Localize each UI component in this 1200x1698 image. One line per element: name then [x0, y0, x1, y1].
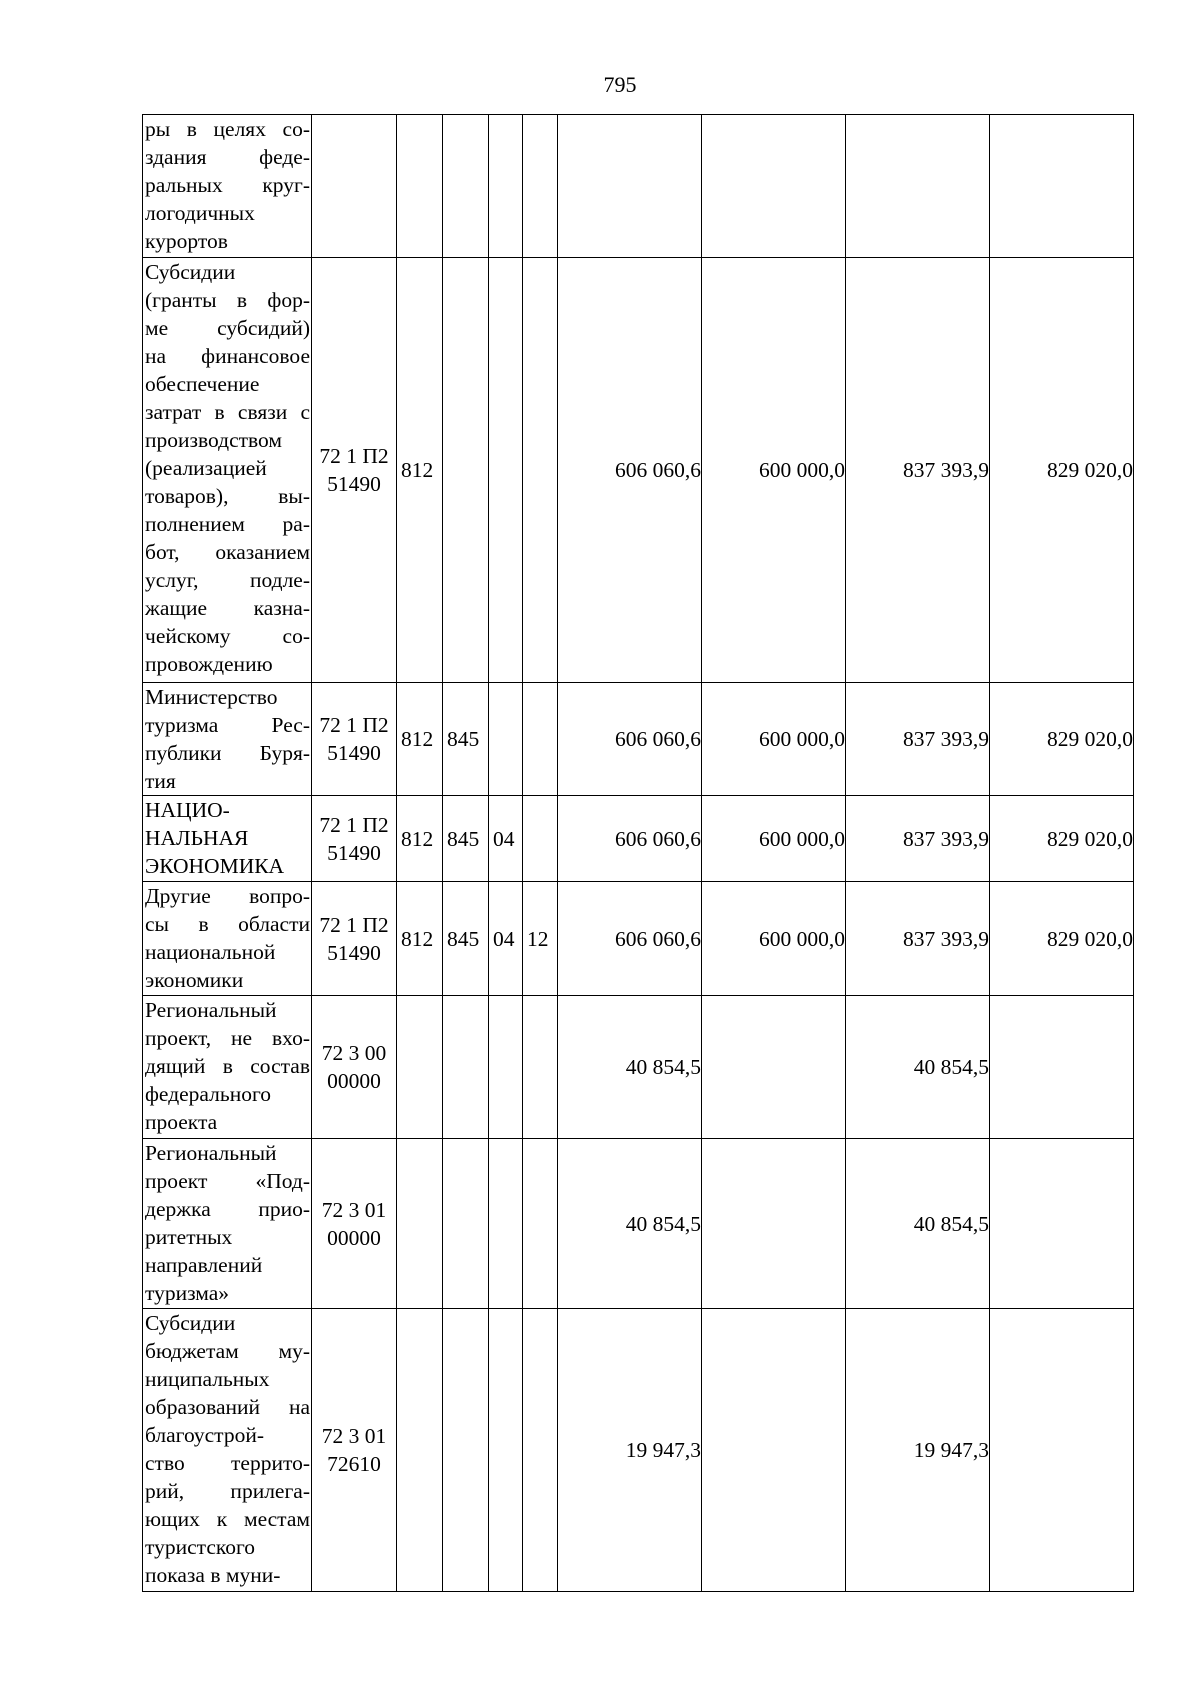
amount-cell-1: 19 947,3: [558, 1309, 702, 1592]
amount-cell-2: [702, 996, 846, 1139]
grbs-cell: 812: [397, 258, 443, 683]
grbs-cell: [397, 1309, 443, 1592]
row-name-line: услуг, подле-: [145, 568, 310, 592]
row-name-line: показа в муни-: [145, 1563, 281, 1587]
section-cell: [443, 115, 489, 258]
row-name-line: проекта: [145, 1110, 218, 1134]
subsection-cell: [489, 683, 523, 796]
amount-cell-3: [846, 115, 990, 258]
row-name-line: дящий в состав: [145, 1054, 310, 1078]
row-name-line: чейскому со-: [145, 624, 310, 648]
row-name-line: Министерство: [145, 685, 278, 709]
amount-cell-4: 829 020,0: [990, 882, 1134, 996]
target-article-line: 72 3 01: [321, 1197, 387, 1222]
row-name-line: образований на: [145, 1395, 310, 1419]
row-name-line: на финансовое: [145, 344, 310, 368]
amount-cell-4: [990, 115, 1134, 258]
row-name-line: туризма Рес-: [145, 713, 310, 737]
row-name-line: ме субсидий): [145, 316, 310, 340]
row-name-cell: [143, 996, 312, 1139]
target-article-line: 72 1 П2: [319, 912, 389, 937]
row-name-line: туризма»: [145, 1281, 230, 1305]
row-name-line: здания феде-: [145, 145, 310, 169]
expense-type-cell: [523, 683, 558, 796]
target-article-line: 51490: [327, 940, 381, 965]
row-name-line: товаров), вы-: [145, 484, 310, 508]
target-article-cell: [312, 115, 397, 258]
amount-cell-3: 837 393,9: [846, 796, 990, 882]
section-cell: 845: [443, 796, 489, 882]
section-cell: [443, 1309, 489, 1592]
grbs-cell: 812: [397, 683, 443, 796]
amount-cell-2: [702, 1139, 846, 1309]
row-name-line: ральных круг-: [145, 173, 310, 197]
row-name-line: проект, не вхо-: [145, 1026, 310, 1050]
row-name-line: тия: [145, 769, 176, 793]
row-name-line: курортов: [145, 229, 228, 253]
expense-type-cell: [523, 258, 558, 683]
row-name-line: жащие казна-: [145, 596, 310, 620]
section-cell: [443, 1139, 489, 1309]
grbs-cell: [397, 996, 443, 1139]
row-name-line: ритетных: [145, 1225, 233, 1249]
row-name-line: затрат в связи с: [145, 400, 310, 424]
row-name-line: логодичных: [145, 201, 255, 225]
row-name-line: НАЛЬНАЯ: [145, 826, 249, 850]
target-article-line: 51490: [327, 840, 381, 865]
table-row: [143, 115, 1134, 258]
amount-cell-4: 829 020,0: [990, 683, 1134, 796]
expense-type-cell: [523, 796, 558, 882]
row-name-line: Субсидии: [145, 260, 236, 284]
row-name-line: бот, оказанием: [145, 540, 310, 564]
row-name-line: публики Буря-: [145, 741, 310, 765]
subsection-cell: [489, 1309, 523, 1592]
row-name-cell: [143, 683, 312, 796]
grbs-cell: [397, 1139, 443, 1309]
table-body: [143, 115, 1134, 1592]
row-name-line: производством: [145, 428, 282, 452]
row-name-line: федерального: [145, 1082, 271, 1106]
amount-cell-3: 837 393,9: [846, 683, 990, 796]
budget-table: [142, 114, 1134, 1592]
row-name-line: сы в области: [145, 912, 310, 936]
page-number: 795: [603, 72, 637, 97]
target-article-line: 72610: [327, 1452, 381, 1476]
grbs-cell: 812: [397, 796, 443, 882]
subsection-cell: 04: [489, 796, 523, 882]
row-name-line: экономики: [145, 968, 244, 992]
target-article-line: 72 3 01: [321, 1424, 387, 1448]
target-article-line: 72 1 П2: [319, 713, 389, 737]
amount-cell-2: [702, 1309, 846, 1592]
target-article-cell: [312, 1309, 397, 1592]
table-row: [143, 683, 1134, 796]
row-name-cell: [143, 115, 312, 258]
subsection-cell: [489, 115, 523, 258]
grbs-cell: [397, 115, 443, 258]
amount-cell-1: [558, 115, 702, 258]
table-row: [143, 996, 1134, 1139]
expense-type-cell: [523, 996, 558, 1139]
target-article-cell: [312, 882, 397, 996]
amount-cell-3: 40 854,5: [846, 996, 990, 1139]
amount-cell-4: [990, 1139, 1134, 1309]
amount-cell-3: 40 854,5: [846, 1139, 990, 1309]
row-name-line: проект «Под-: [145, 1169, 310, 1193]
row-name-line: (реализацией: [145, 456, 267, 480]
target-article-line: 51490: [327, 741, 381, 765]
row-name-cell: [143, 258, 312, 683]
row-name-cell: [143, 1309, 312, 1592]
row-name-line: держка прио-: [145, 1197, 310, 1221]
target-article-line: 51490: [327, 472, 381, 496]
section-cell: 845: [443, 683, 489, 796]
amount-cell-2: [702, 115, 846, 258]
expense-type-cell: [523, 1139, 558, 1309]
section-cell: 845: [443, 882, 489, 996]
amount-cell-2: 600 000,0: [702, 882, 846, 996]
target-article-line: 72 1 П2: [319, 444, 389, 468]
target-article-line: 72 1 П2: [319, 812, 389, 837]
row-name-line: бюджетам му-: [145, 1339, 310, 1363]
row-name-line: ры в целях со-: [145, 117, 310, 141]
row-name-line: (гранты в фор-: [145, 288, 310, 312]
table-row: [143, 882, 1134, 996]
amount-cell-3: 19 947,3: [846, 1309, 990, 1592]
target-article-line: 00000: [327, 1225, 381, 1250]
table-row: [143, 1309, 1134, 1592]
subsection-cell: [489, 1139, 523, 1309]
expense-type-cell: [523, 1309, 558, 1592]
amount-cell-1: 606 060,6: [558, 796, 702, 882]
amount-cell-1: 40 854,5: [558, 1139, 702, 1309]
amount-cell-1: 40 854,5: [558, 996, 702, 1139]
row-name-line: Другие вопро-: [145, 884, 310, 908]
row-name-line: НАЦИО-: [145, 798, 230, 822]
amount-cell-4: 829 020,0: [990, 796, 1134, 882]
target-article-cell: [312, 996, 397, 1139]
target-article-cell: [312, 258, 397, 683]
row-name-line: рий, прилега-: [145, 1479, 310, 1503]
subsection-cell: 04: [489, 882, 523, 996]
row-name-cell: [143, 882, 312, 996]
row-name-line: туристского: [145, 1535, 255, 1559]
section-cell: [443, 996, 489, 1139]
amount-cell-1: 606 060,6: [558, 683, 702, 796]
row-name-line: полнением ра-: [145, 512, 310, 536]
amount-cell-3: 837 393,9: [846, 258, 990, 683]
amount-cell-3: 837 393,9: [846, 882, 990, 996]
table-row: [143, 796, 1134, 882]
row-name-line: ющих к местам: [145, 1507, 310, 1531]
subsection-cell: [489, 258, 523, 683]
row-name-cell: [143, 1139, 312, 1309]
amount-cell-2: 600 000,0: [702, 796, 846, 882]
amount-cell-2: 600 000,0: [702, 683, 846, 796]
subsection-cell: [489, 996, 523, 1139]
row-name-line: ниципальных: [145, 1367, 270, 1391]
section-cell: [443, 258, 489, 683]
amount-cell-4: [990, 1309, 1134, 1592]
amount-cell-2: 600 000,0: [702, 258, 846, 683]
row-name-line: обеспечение: [145, 372, 260, 396]
amount-cell-4: 829 020,0: [990, 258, 1134, 683]
row-name-line: направлений: [145, 1253, 263, 1277]
amount-cell-4: [990, 996, 1134, 1139]
expense-type-cell: [523, 115, 558, 258]
amount-cell-1: 606 060,6: [558, 258, 702, 683]
target-article-line: 72 3 00: [321, 1041, 387, 1065]
row-name-line: благоустрой-: [145, 1423, 265, 1447]
row-name-line: Субсидии: [145, 1311, 236, 1335]
row-name-line: ЭКОНОМИКА: [145, 854, 285, 878]
row-name-line: национальной: [145, 940, 276, 964]
table-row: [143, 1139, 1134, 1309]
row-name-cell: [143, 796, 312, 882]
target-article-line: 00000: [327, 1069, 381, 1093]
row-name-line: ство террито-: [145, 1451, 310, 1475]
target-article-cell: [312, 796, 397, 882]
row-name-line: Региональный: [145, 998, 277, 1022]
target-article-cell: [312, 683, 397, 796]
table-row: [143, 258, 1134, 683]
target-article-cell: [312, 1139, 397, 1309]
row-name-line: провождению: [145, 652, 273, 676]
grbs-cell: 812: [397, 882, 443, 996]
row-name-line: Региональный: [145, 1141, 277, 1165]
expense-type-cell: 12: [523, 882, 558, 996]
amount-cell-1: 606 060,6: [558, 882, 702, 996]
